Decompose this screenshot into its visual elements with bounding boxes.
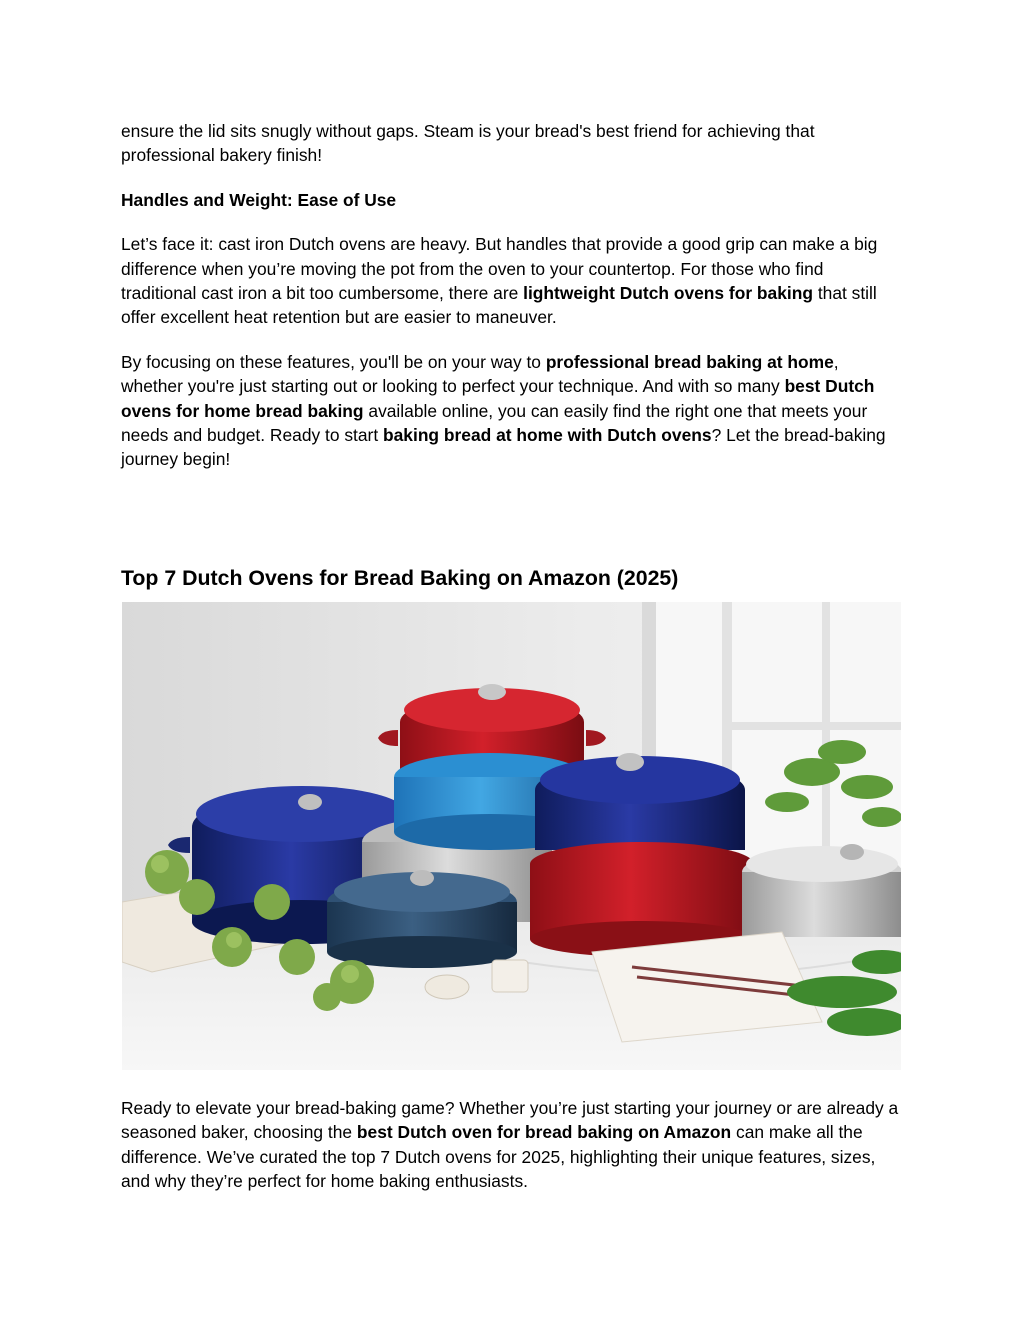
handles-text-2: that still offer excellent heat retention but are easier to maneuver. (121, 283, 877, 328)
dutch-ovens-photo (122, 602, 901, 1070)
ready-paragraph (121, 1096, 903, 1194)
focus-bold-1: professional bread baking at home (545, 351, 834, 372)
ready-text-2: can make all the difference. We’ve curated the top 7 Dutch ovens for 2025, highlighting their unique features, sizes, and why they’re perfect for home baking enthusiasts. (121, 1122, 876, 1192)
focus-bold-3: baking bread at home with Dutch ovens (383, 425, 712, 446)
focus-bold-2: best Dutch ovens for home bread baking (121, 376, 875, 421)
handles-text-1: Let’s face it: cast iron Dutch ovens are heavy. But handles that provide a good grip can make a big difference when you’re moving the pot from the oven to your countertop. For those who find traditional cast iron a bit too cumbersome, there are (121, 234, 878, 304)
ready-bold-1: best Dutch oven for bread baking on Amazon (356, 1122, 732, 1143)
focus-text-1: By focusing on these features, you'll be on your way to (121, 351, 546, 372)
section-heading-top7: Top 7 Dutch Ovens for Bread Baking on Amazon (2025) (121, 566, 679, 590)
focus-paragraph (121, 350, 903, 472)
ready-text-1: Ready to elevate your bread-baking game? Whether you’re just starting your journey or are already a seasoned baker, choosing the (121, 1098, 899, 1143)
dutch-ovens-illustration (122, 602, 901, 1070)
article-body (121, 119, 903, 472)
focus-text-2: , whether you're just starting out or looking to perfect your technique. And with so many (121, 351, 839, 397)
handles-heading: Handles and Weight: Ease of Use (121, 189, 397, 210)
focus-text-3: available online, you can easily find the right one that meets your needs and budget. Ready to start (121, 400, 868, 446)
intro-paragraph: ensure the lid sits snugly without gaps. Steam is your bread's best friend for achieving that professional bakery finish! (121, 121, 815, 166)
handles-paragraph (121, 232, 903, 330)
focus-text-4: ? Let the bread-baking journey begin! (121, 425, 886, 470)
handles-bold-1: lightweight Dutch ovens for baking (523, 283, 813, 304)
